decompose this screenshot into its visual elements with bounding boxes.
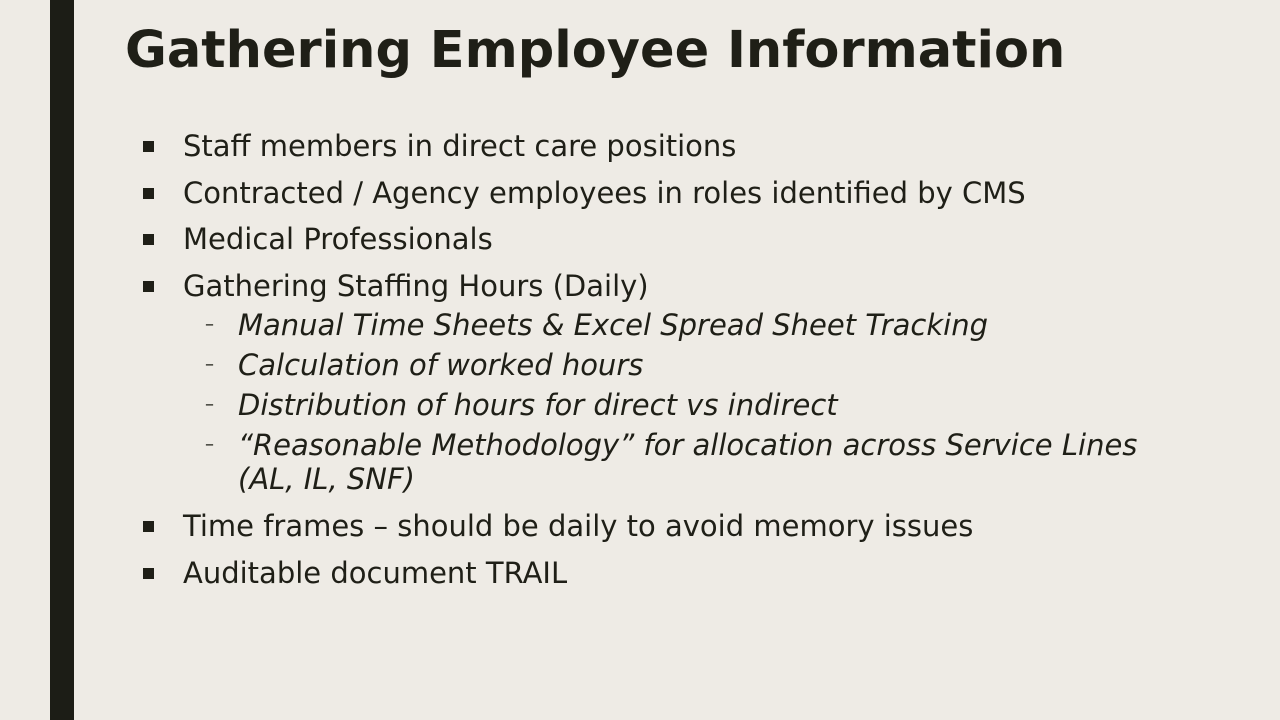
- sub-bullet-list: [143, 308, 1223, 496]
- square-bullet-icon: [143, 234, 154, 245]
- bullet-item: [143, 173, 1223, 213]
- bullet-item: [143, 506, 1223, 546]
- bullet-list: [143, 126, 1223, 600]
- bullet-item: [143, 126, 1223, 166]
- bullet-text: Gathering Staffing Hours (Daily): [183, 268, 649, 303]
- bullet-text: Time frames – should be daily to avoid memory issues: [183, 509, 974, 544]
- dash-bullet-icon: –: [205, 394, 214, 416]
- bullet-item: [143, 266, 1223, 306]
- square-bullet-icon: [143, 281, 154, 292]
- sub-bullet-text: Calculation of worked hours: [238, 348, 644, 383]
- accent-bar: [50, 0, 74, 720]
- bullet-text: Staff members in direct care positions: [183, 129, 737, 163]
- slide-title: Gathering Employee Information: [125, 21, 1066, 80]
- bullet-text: Auditable document TRAIL: [183, 555, 568, 590]
- sub-bullet-text: “Reasonable Methodology” for allocation across Service Lines (AL, IL, SNF): [238, 428, 1138, 497]
- sub-bullet-item: [143, 388, 1223, 422]
- square-bullet-icon: [143, 188, 154, 199]
- square-bullet-icon: [143, 141, 154, 152]
- bullet-text: Contracted / Agency employees in roles identified by CMS: [183, 175, 1026, 210]
- bullet-item: [143, 553, 1223, 593]
- dash-bullet-icon: –: [205, 354, 214, 376]
- sub-bullet-text: Manual Time Sheets & Excel Spread Sheet Tracking: [238, 308, 989, 343]
- dash-bullet-icon: –: [205, 434, 214, 456]
- sub-bullet-item: [143, 348, 1223, 382]
- sub-bullet-item: [143, 428, 1198, 496]
- square-bullet-icon: [143, 521, 154, 532]
- dash-bullet-icon: –: [205, 314, 214, 336]
- square-bullet-icon: [143, 568, 154, 579]
- bullet-text: Medical Professionals: [183, 222, 493, 257]
- sub-bullet-text: Distribution of hours for direct vs indirect: [238, 388, 838, 423]
- sub-bullet-item: [143, 308, 1223, 342]
- bullet-item: [143, 219, 1223, 259]
